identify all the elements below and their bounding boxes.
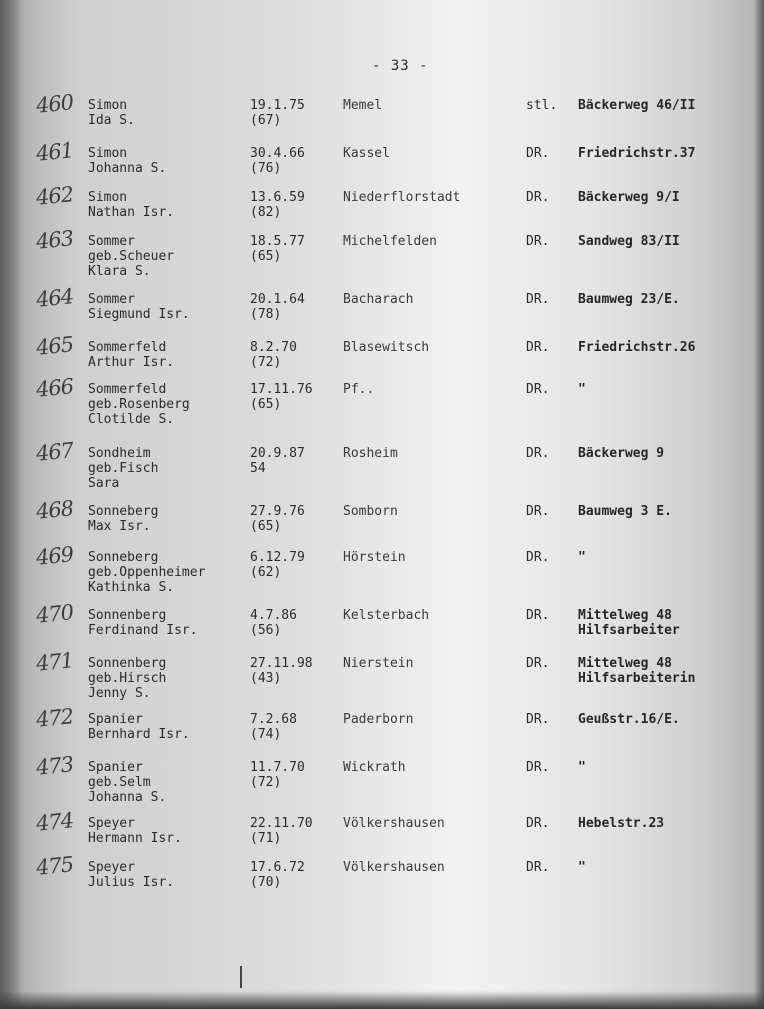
entry-status: DR.	[526, 504, 550, 519]
entry-address: Bäckerweg 9	[578, 446, 665, 461]
entry-name: Simon Johanna S.	[88, 146, 167, 176]
entry-status: DR.	[526, 446, 550, 461]
entry-status: DR.	[526, 340, 550, 355]
entry-address: "	[578, 382, 586, 397]
entry-birthdate: 20.1.64 (78)	[250, 292, 305, 322]
entry-address: "	[578, 550, 586, 565]
entry-birthdate: 18.5.77 (65)	[250, 234, 305, 264]
entry-name: Sondheim geb.Fisch Sara	[88, 446, 159, 491]
page-number: - 33 -	[372, 58, 429, 74]
entry-status: DR.	[526, 860, 550, 875]
entry-status: DR.	[526, 656, 550, 671]
entry-birthplace: Blasewitsch	[343, 340, 430, 355]
entry-address: Mittelweg 48 Hilfsarbeiter	[578, 608, 680, 638]
entry-birthdate: 6.12.79 (62)	[250, 550, 305, 580]
entry-birthplace: Rosheim	[343, 446, 398, 461]
entry-birthplace: Michelfelden	[343, 234, 437, 249]
entry-number: 466	[34, 374, 75, 402]
entry-birthplace: Somborn	[343, 504, 398, 519]
entry-birthdate: 4.7.86 (56)	[250, 608, 297, 638]
entry-name: Speyer Julius Isr.	[88, 860, 175, 890]
entry-status: DR.	[526, 292, 550, 307]
entry-name: Sommer geb.Scheuer Klara S.	[88, 234, 175, 279]
list-item	[0, 752, 764, 812]
entry-status: DR.	[526, 146, 550, 161]
list-item	[0, 438, 764, 498]
entry-number: 468	[34, 496, 75, 524]
entry-address: Baumweg 3 E.	[578, 504, 672, 519]
list-item	[0, 226, 764, 286]
entry-address: Geußstr.16/E.	[578, 712, 680, 727]
entry-birthdate: 20.9.87 54	[250, 446, 305, 476]
entry-birthdate: 19.1.75 (67)	[250, 98, 305, 128]
ink-mark	[240, 966, 242, 988]
entry-birthdate: 17.11.76 (65)	[250, 382, 313, 412]
entry-address: Bäckerweg 46/II	[578, 98, 696, 113]
entry-number: 471	[34, 648, 75, 676]
entry-birthdate: 17.6.72 (70)	[250, 860, 305, 890]
entry-address: Bäckerweg 9/I	[578, 190, 680, 205]
entry-status: DR.	[526, 382, 550, 397]
entry-birthdate: 7.2.68 (74)	[250, 712, 297, 742]
entry-status: DR.	[526, 550, 550, 565]
entry-address: Mittelweg 48 Hilfsarbeiterin	[578, 656, 696, 686]
entry-address: "	[578, 760, 586, 775]
entry-birthdate: 13.6.59 (82)	[250, 190, 305, 220]
entry-status: DR.	[526, 234, 550, 249]
list-item	[0, 374, 764, 434]
entry-name: Sonneberg geb.Oppenheimer Kathinka S.	[88, 550, 206, 595]
entry-birthplace: Bacharach	[343, 292, 414, 307]
entry-birthdate: 8.2.70 (72)	[250, 340, 297, 370]
entry-birthplace: Paderborn	[343, 712, 414, 727]
entry-address: Friedrichstr.37	[578, 146, 696, 161]
entry-address: Hebelstr.23	[578, 816, 665, 831]
entry-number: 473	[34, 752, 75, 780]
entry-number: 465	[34, 332, 75, 360]
entry-name: Sommer Siegmund Isr.	[88, 292, 190, 322]
entry-number: 461	[34, 138, 75, 166]
entry-birthplace: Völkershausen	[343, 816, 445, 831]
entry-number: 470	[34, 600, 75, 628]
entry-status: stl.	[526, 98, 558, 113]
list-item	[0, 600, 764, 660]
entry-birthplace: Memel	[343, 98, 383, 113]
entry-birthdate: 30.4.66 (76)	[250, 146, 305, 176]
entry-status: DR.	[526, 712, 550, 727]
entry-name: Sonneberg Max Isr.	[88, 504, 159, 534]
entry-birthplace: Völkershausen	[343, 860, 445, 875]
entry-address: Friedrichstr.26	[578, 340, 696, 355]
list-item	[0, 284, 764, 344]
entry-number: 464	[34, 284, 75, 312]
entry-status: DR.	[526, 190, 550, 205]
entry-birthplace: Wickrath	[343, 760, 406, 775]
list-item	[0, 542, 764, 602]
list-item	[0, 648, 764, 708]
entry-birthdate: 27.9.76 (65)	[250, 504, 305, 534]
entry-number: 472	[34, 704, 75, 732]
entry-name: Sonnenberg geb.Hirsch Jenny S.	[88, 656, 167, 701]
list-item	[0, 852, 764, 912]
entry-status: DR.	[526, 816, 550, 831]
entry-number: 467	[34, 438, 75, 466]
list-item	[0, 704, 764, 764]
list-item	[0, 90, 764, 150]
entry-number: 475	[34, 852, 75, 880]
entry-status: DR.	[526, 608, 550, 623]
entry-name: Simon Ida S.	[88, 98, 135, 128]
entry-name: Sommerfeld geb.Rosenberg Clotilde S.	[88, 382, 190, 427]
entry-number: 462	[34, 182, 75, 210]
entry-birthplace: Niederflorstadt	[343, 190, 461, 205]
list-item	[0, 496, 764, 556]
entry-name: Sommerfeld Arthur Isr.	[88, 340, 175, 370]
scan-bottom-edge	[0, 991, 764, 1009]
entry-birthdate: 27.11.98 (43)	[250, 656, 313, 686]
entry-number: 460	[34, 90, 75, 118]
entry-birthdate: 22.11.70 (71)	[250, 816, 313, 846]
entry-name: Sonnenberg Ferdinand Isr.	[88, 608, 198, 638]
entry-name: Spanier geb.Selm Johanna S.	[88, 760, 167, 805]
entry-name: Speyer Hermann Isr.	[88, 816, 182, 846]
entry-number: 463	[34, 226, 75, 254]
entry-birthplace: Hörstein	[343, 550, 406, 565]
entry-address: Sandweg 83/II	[578, 234, 680, 249]
entry-status: DR.	[526, 760, 550, 775]
entry-birthplace: Pf..	[343, 382, 375, 397]
entry-address: Baumweg 23/E.	[578, 292, 680, 307]
entry-birthplace: Kassel	[343, 146, 390, 161]
entry-number: 474	[34, 808, 75, 836]
entry-birthplace: Kelsterbach	[343, 608, 430, 623]
entry-birthplace: Nierstein	[343, 656, 414, 671]
entry-birthdate: 11.7.70 (72)	[250, 760, 305, 790]
entry-name: Simon Nathan Isr.	[88, 190, 175, 220]
entry-name: Spanier Bernhard Isr.	[88, 712, 190, 742]
entry-address: "	[578, 860, 586, 875]
entry-number: 469	[34, 542, 75, 570]
